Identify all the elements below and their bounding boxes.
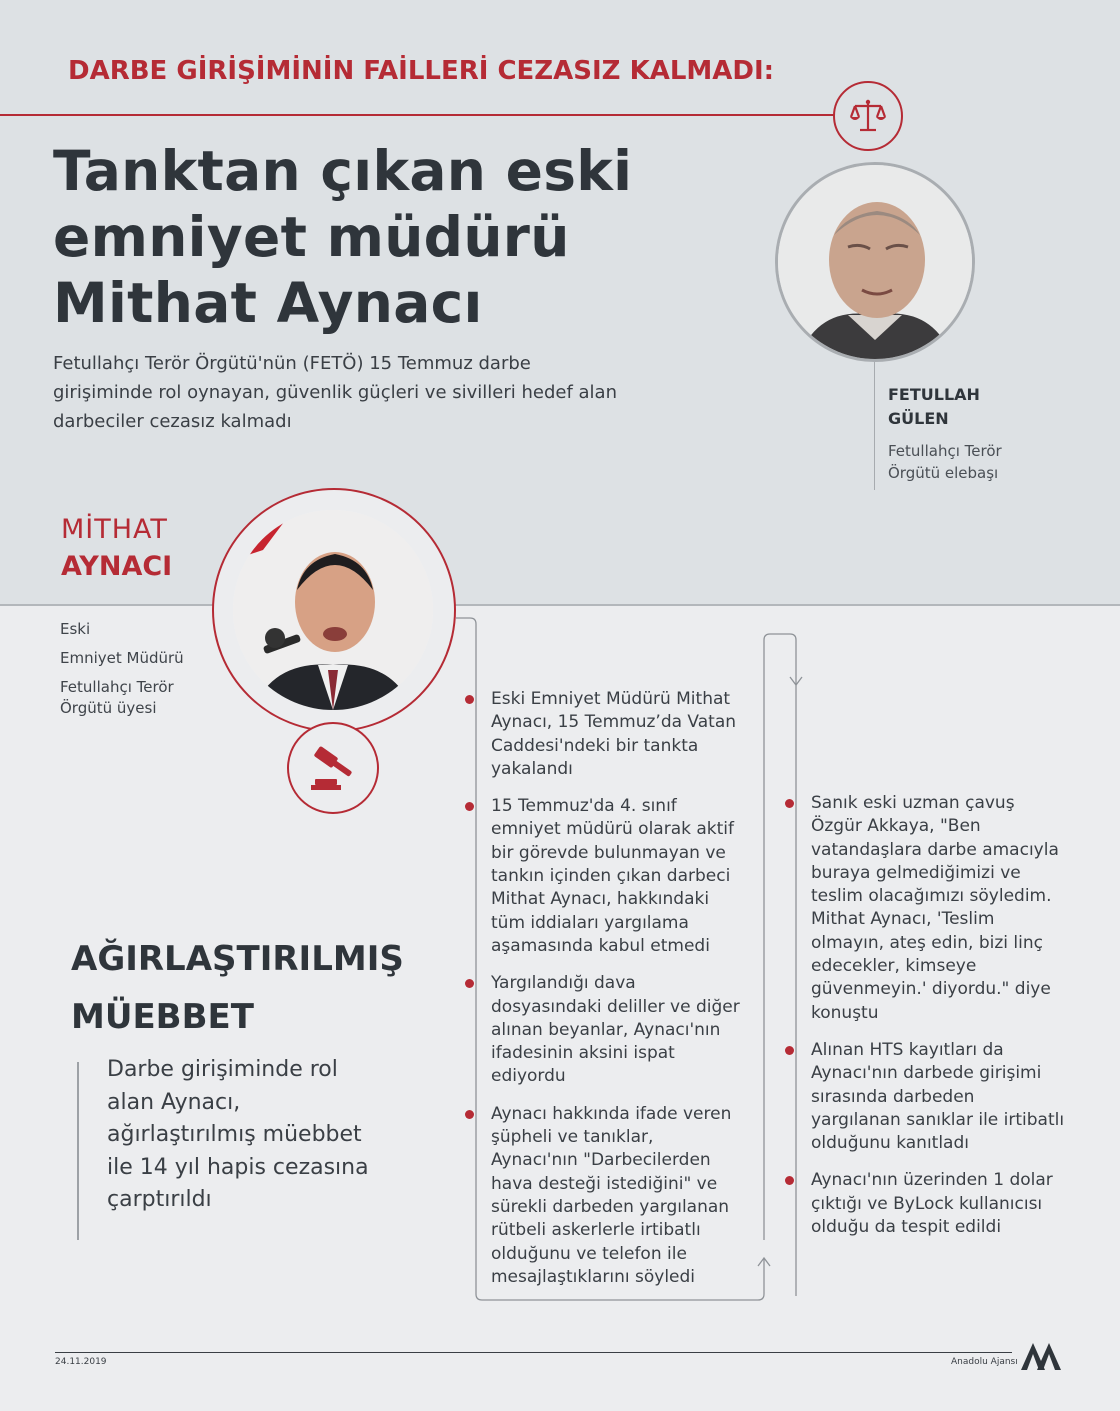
headline-line-2: emniyet müdürü (53, 205, 570, 269)
bullet-dot (785, 799, 794, 808)
verdict-title-line-1: AĞIRLAŞTIRILMIŞ (71, 939, 404, 979)
fact-text: Sanık eski uzman çavuş Özgür Akkaya, "Ben vatandaşlara darbe amacıyla buraya gelmediğimizi ve teslim olacağımızı söyledim. Mithat Aynacı, 'Teslim olmayın, ateş edin, bizi linç edecekler, kimseye güvenmeyin.' diyordu." diye konuştu (811, 793, 1059, 1023)
mithat-role-item: Eski (60, 620, 91, 638)
aa-logo-icon (1019, 1340, 1063, 1372)
lede-paragraph: Fetullahçı Terör Örgütü'nün (FETÖ) 15 Temmuz darbe girişiminde rol oynayan, güvenlik güçleri ve sivilleri hedef alan darbeciler cezasız kalmadı (53, 353, 617, 432)
bullet-dot (785, 1046, 794, 1055)
mithat-first-name: MİTHAT (61, 514, 168, 545)
fact-item (475, 972, 740, 1088)
facts-column-2 (795, 792, 1065, 1253)
fact-text: Yargılandığı dava dosyasındaki deliller ve diğer alınan beyanlar, Aynacı'nın ifadesinin aksini ispat ediyordu (491, 973, 740, 1087)
mithat-role-item: Fetullahçı Terör Örgütü üyesi (60, 678, 174, 717)
fact-text: Aynacı'nın üzerinden 1 dolar çıktığı ve ByLock kullanıcısı olduğu da tespit edildi (811, 1170, 1053, 1238)
fact-item (475, 795, 740, 958)
gulen-role: Fetullahçı Terör Örgütü elebaşı (888, 442, 1002, 482)
mithat-last-name: AYNACI (61, 551, 173, 582)
fact-text: 15 Temmuz'da 4. sınıf emniyet müdürü olarak aktif bir görevde bulunmayan ve tankın içinden çıkan darbeci Mithat Aynacı, hakkındaki tüm iddiaları yargılama aşamasında kabul etmedi (491, 796, 735, 956)
gulen-last-name: GÜLEN (888, 409, 949, 428)
kicker-title: DARBE GİRİŞİMİNİN FAİLLERİ CEZASIZ KALMADI: (68, 56, 775, 86)
mithat-role-item: Emniyet Müdürü (60, 649, 184, 667)
fact-item (475, 1103, 740, 1289)
verdict-title-line-2: MÜEBBET (71, 997, 254, 1037)
headline-line-3: Mithat Aynacı (53, 271, 483, 335)
facts-column-1 (475, 688, 740, 1303)
fact-text: Aynacı hakkında ifade veren şüpheli ve tanıklar, Aynacı'nın "Darbecilerden hava desteği istediğini" ve sürekli darbeden yargılanan rütbeli askerlerle irtibatlı olduğunu ve telefon ile mesajlaştıklarını söyledi (491, 1103, 732, 1287)
footer-rule (55, 1352, 1012, 1353)
fact-item (475, 688, 740, 781)
bullet-dot (465, 695, 474, 704)
gulen-first-name: FETULLAH (888, 385, 980, 404)
fact-item (795, 792, 1065, 1025)
fact-text: Alınan HTS kayıtları da Aynacı'nın darbede girişimi sırasında darbeden yargılanan sanıklar ile irtibatlı olduğunu kanıtladı (811, 1039, 1065, 1154)
headline-line-1: Tanktan çıkan eski (53, 139, 633, 203)
fact-item (795, 1039, 1065, 1155)
fact-text: Eski Emniyet Müdürü Mithat Aynacı, 15 Temmuz’da Vatan Caddesi'ndeki bir tankta yakalandı (491, 689, 737, 779)
fact-item (795, 1169, 1065, 1239)
footer-date: 24.11.2019 (55, 1357, 107, 1367)
bullet-dot (465, 1110, 474, 1119)
verdict-text: Darbe girişiminde rol alan Aynacı, ağırlaştırılmış müebbet ile 14 yıl hapis cezasına çarptırıldı (107, 1057, 369, 1212)
footer-agency: Anadolu Ajansı (951, 1357, 1018, 1367)
